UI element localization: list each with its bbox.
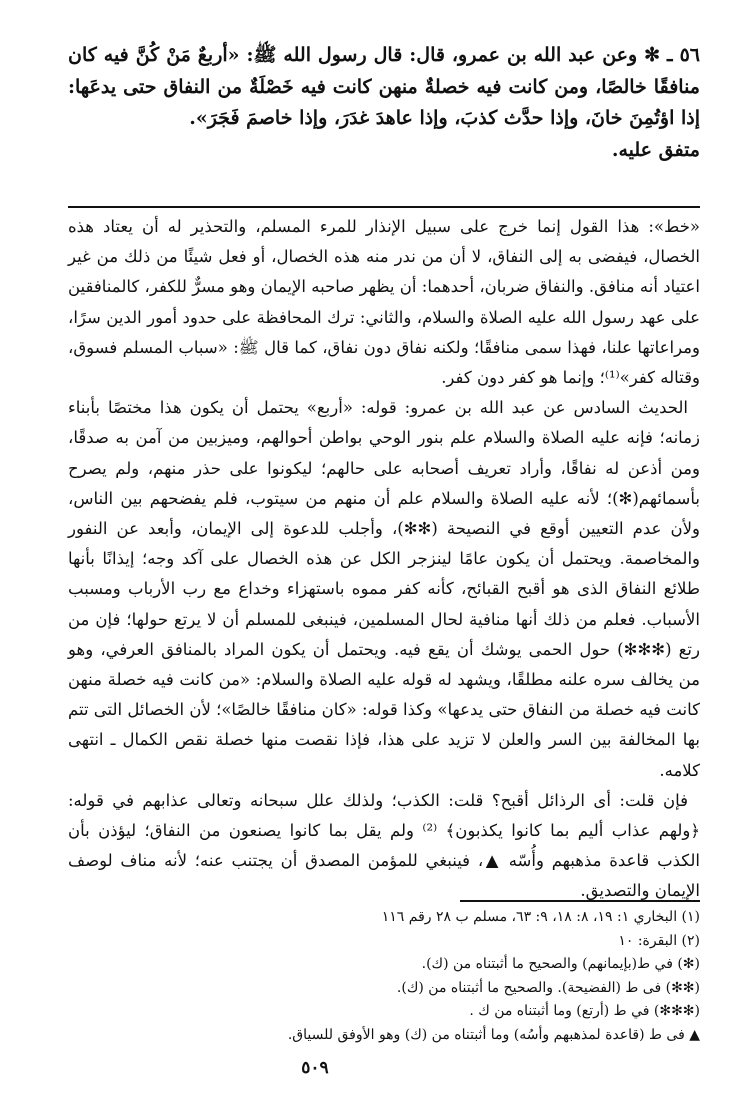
footnote-triangle: ▲ فى ط (قاعدة لمذهبهم وأسُه) وما أثبتناه من (ك) وهو الأوفق للسياق. xyxy=(287,1026,700,1043)
footnote-1: (١) البخاري ١: ١٩، ٨: ١٨، ٩: ٦٣، مسلم ب ٢٨ رقم ١١٦ xyxy=(381,909,700,925)
footnote-2: (٢) البقرة: ١٠ xyxy=(618,932,700,949)
footnote-separator xyxy=(460,900,700,902)
footnote-star-1: (✻) في ط(بإيمانهم) والصحيح ما أثبتناه من (ك). xyxy=(421,956,700,972)
main-separator xyxy=(68,206,700,208)
commentary xyxy=(68,212,700,907)
book-page xyxy=(68,0,700,1110)
commentary-paragraph-tibi: الحديث السادس عن عبد الله بن عمرو: قوله: «أربع» يحتمل أن يكون هذا مختصًا بأبناء زمانه؛ فإنه عليه الصلاة والسلام علم بنور الوحي بواطن أحوالهم، وميزبين من آمن به صدقًا، ومن أذعن له نفاقًا، وأراد تعريف أصحابه على حالهم؛ ليكونوا على حذر منهم، ولم يصرح بأسمائهم(✻)؛ لأنه عليه الصلاة والسلام علم أن منهم من سيتوب، فلم يفضحهم بين الناس، ولأن عدم التعيين أوقع في النصيحة (✻✻)، وأجلب للدعوة إلى الإيمان، وأبعد عن النفور والمخاصمة. ويحتمل أن يكون عامًا لينزجر الكل عن هذه الخصال على آكد وجه؛ إيذانًا بأنها طلائع النفاق الذى هو أقبح القبائح، كأنه كفر مموه باستهزاء وخداع مع رب الأرباب ومسبب الأسباب. فعلم من ذلك أنها منافية لحال المسلمين، فينبغى للمسلم أن لا يرتع حولها؛ فإن من رتع (✻✻✻) حول الحمى يوشك أن يقع فيه. ويحتمل أن يكون المراد بالمنافق العرفي، وهو من يخالف سره علنه مطلقًا، ويشهد له قوله عليه الصلاة والسلام: «من كانت فيه خصلة منهن كانت فيه خصلة من النفاق حتى يدعها» وكذا قوله: «كان منافقًا خالصًا»؛ لأن الخصائل التى تتم بها المخالفة بين السر والعلن لا تزيد على هذا، فإذا نقصت منها خصلة نقص الكمال ـ انتهى كلامه. xyxy=(68,398,700,780)
commentary-paragraph-khattabi: «خط»: هذا القول إنما خرج على سبيل الإنذار للمرء المسلم، والتحذير له أن يعتاد هذه الخصال، فيفضى به إلى النفاق، لا أن من ندر منه هذه الخصال، أو فعل شيئًا من ذلك من غير اعتياد أنه منافق. والنفاق ضربان، أحدهما: أن يظهر صاحبه الإيمان وهو مسرٌّ للكفر، كالمنافقين على عهد رسول الله عليه الصلاة والسلام، والثاني: ترك المحافظة على حدود أمور الدين سرًا، ومراعاتها علنا، فهذا سمى منافقًا؛ ولكنه نفاق دون نفاق، كما قال ﷺ: «سباب المسلم فسوق، وقتاله كفر»⁽¹⁾؛ وإنما هو كفر دون كفر. xyxy=(68,217,700,388)
hadith-body: ٥٦ ـ ✻ وعن عبد الله بن عمرو، قال: قال رسول الله ﷺ: «أربعٌ مَنْ كُنَّ فيه كان منافقًا خالصًا، ومن كانت فيه خصلةٌ منهن كانت فيه خَصْلَةٌ من النفاق حتى يدعَها: إذا اؤتُمِنَ خانَ، وإذا حدَّث كذبَ، وإذا عاهدَ غدَرَ، وإذا خاصمَ فَجَرَ». xyxy=(68,44,700,129)
commentary-paragraph-question: فإن قلت: أى الرذائل أقبح؟ قلت: الكذب؛ ولذلك علل سبحانه وتعالى عذابهم في قوله: ﴿ولهم عذاب أليم بما كانوا يكذبون﴾ ⁽²⁾ ولم يقل بما كانوا يصنعون من النفاق؛ ليؤذن بأن الكذب قاعدة مذهبهم وأُسّه ▲، فينبغي للمؤمن المصدق أن يجتنب عنه؛ لأنه مناف لوصف الإيمان والتصديق. xyxy=(68,790,700,901)
footnotes xyxy=(68,906,700,1047)
page-number: ٥٠٩ xyxy=(301,1058,329,1078)
footnote-star-2: (✻✻) فى ط (الفضيحة). والصحيح ما أثبتناه من (ك). xyxy=(396,979,700,996)
hadith-text xyxy=(68,40,700,166)
hadith-source: متفق عليه. xyxy=(611,138,700,161)
footnote-star-3: (✻✻✻) في ط (أرتع) وما أثبتناه من ك . xyxy=(469,1003,700,1019)
